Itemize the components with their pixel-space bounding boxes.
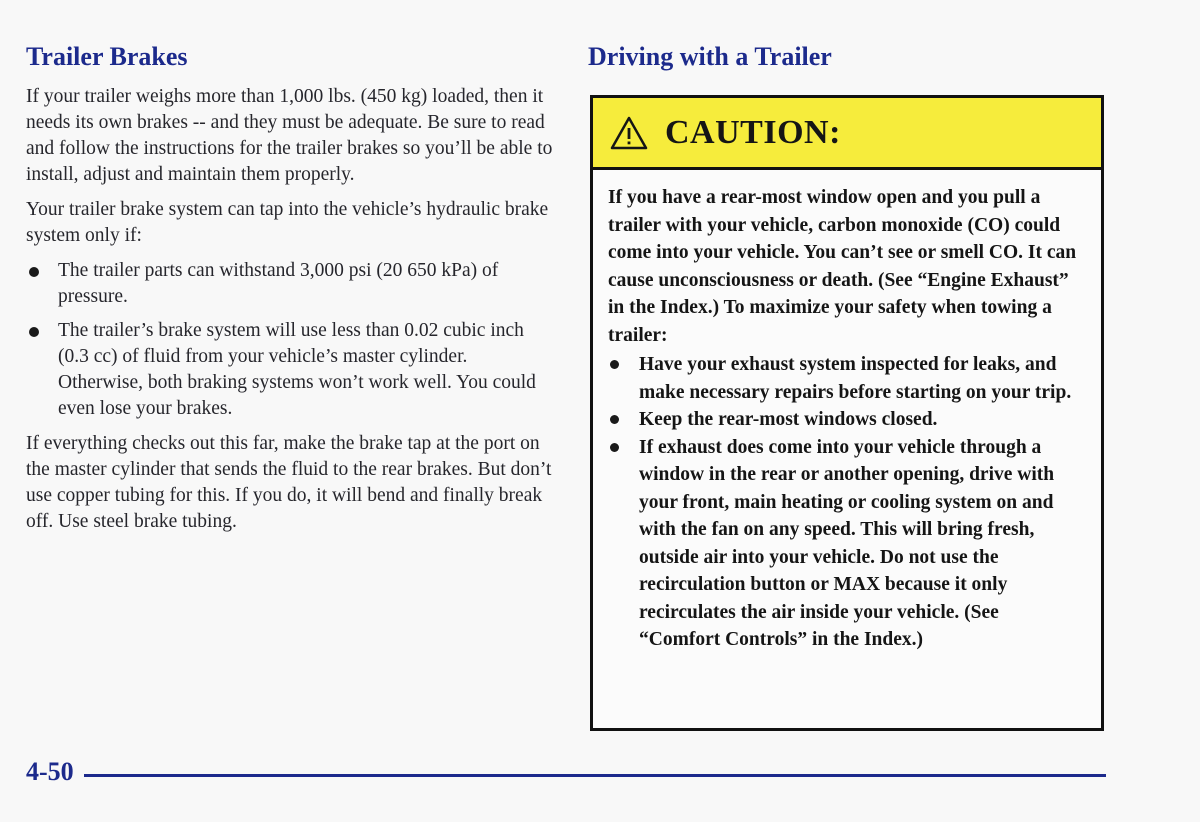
caution-body xyxy=(593,170,1101,654)
right-column xyxy=(588,42,1108,84)
trailer-brakes-intro: If your trailer weighs more than 1,000 lbs. (450 kg) loaded, then it needs its own brakes -- and they must be adequate. Be sure to read and follow the instructions for the trailer brakes so you’ll be able to install, adjust and maintain them properly. xyxy=(26,86,553,185)
list-item xyxy=(608,351,1083,406)
list-item xyxy=(608,406,1083,434)
list-item xyxy=(26,318,556,422)
list-item-text: Have your exhaust system inspected for leaks, and make necessary repairs before starting on your trip. xyxy=(639,354,1072,403)
brake-tap-instructions: If everything checks out this far, make the brake tap at the port on the master cylinder that sends the fluid to the rear brakes. But don’t use copper tubing for this. If you do, it will bend and finally break off. Use steel brake tubing. xyxy=(26,433,552,532)
caution-title: CAUTION: xyxy=(665,113,841,151)
list-item-text: If exhaust does come into your vehicle through a window in the rear or another opening, drive with your front, main heating or cooling system on and with the fan on any speed. This will bring fresh, outside air into your vehicle. Do not use the recirculation button or MAX because it only recirculates the air inside your vehicle. (See “Comfort Controls” in the Index.) xyxy=(639,436,1055,650)
bullet-icon xyxy=(610,415,619,424)
list-item xyxy=(26,258,556,310)
caution-list xyxy=(608,351,1083,654)
page-number: 4-50 xyxy=(26,757,74,786)
bullet-icon xyxy=(610,443,619,452)
page-footer xyxy=(26,755,1106,789)
brake-system-condition: Your trailer brake system can tap into the vehicle’s hydraulic brake system only if: xyxy=(26,199,549,246)
brake-requirements-list xyxy=(26,258,556,422)
list-item-text: The trailer’s brake system will use less than 0.02 cubic inch (0.3 cc) of fluid from your vehicle’s master cylinder. Otherwise, both braking systems won’t work well. You could even lose your brakes. xyxy=(58,320,536,419)
bullet-icon xyxy=(29,267,39,277)
list-item-text: The trailer parts can withstand 3,000 psi (20 650 kPa) of pressure. xyxy=(58,260,499,307)
trailer-brakes-heading: Trailer Brakes xyxy=(26,42,188,71)
driving-with-trailer-heading: Driving with a Trailer xyxy=(588,42,832,71)
warning-triangle-icon xyxy=(609,115,649,151)
list-item-text: Keep the rear-most windows closed. xyxy=(639,409,938,430)
caution-box xyxy=(590,95,1104,731)
left-column xyxy=(26,42,556,544)
caution-text: If you have a rear-most window open and you pull a trailer with your vehicle, carbon monoxide (CO) could come into your vehicle. You can’t see or smell CO. It can cause unconsciousness or death. (See “Engine Exhaust” in the Index.) To maximize your safety when towing a trailer: xyxy=(608,187,1077,346)
footer-rule xyxy=(84,774,1106,777)
bullet-icon xyxy=(610,360,619,369)
list-item xyxy=(608,434,1083,654)
bullet-icon xyxy=(29,327,39,337)
caution-header xyxy=(593,98,1101,170)
